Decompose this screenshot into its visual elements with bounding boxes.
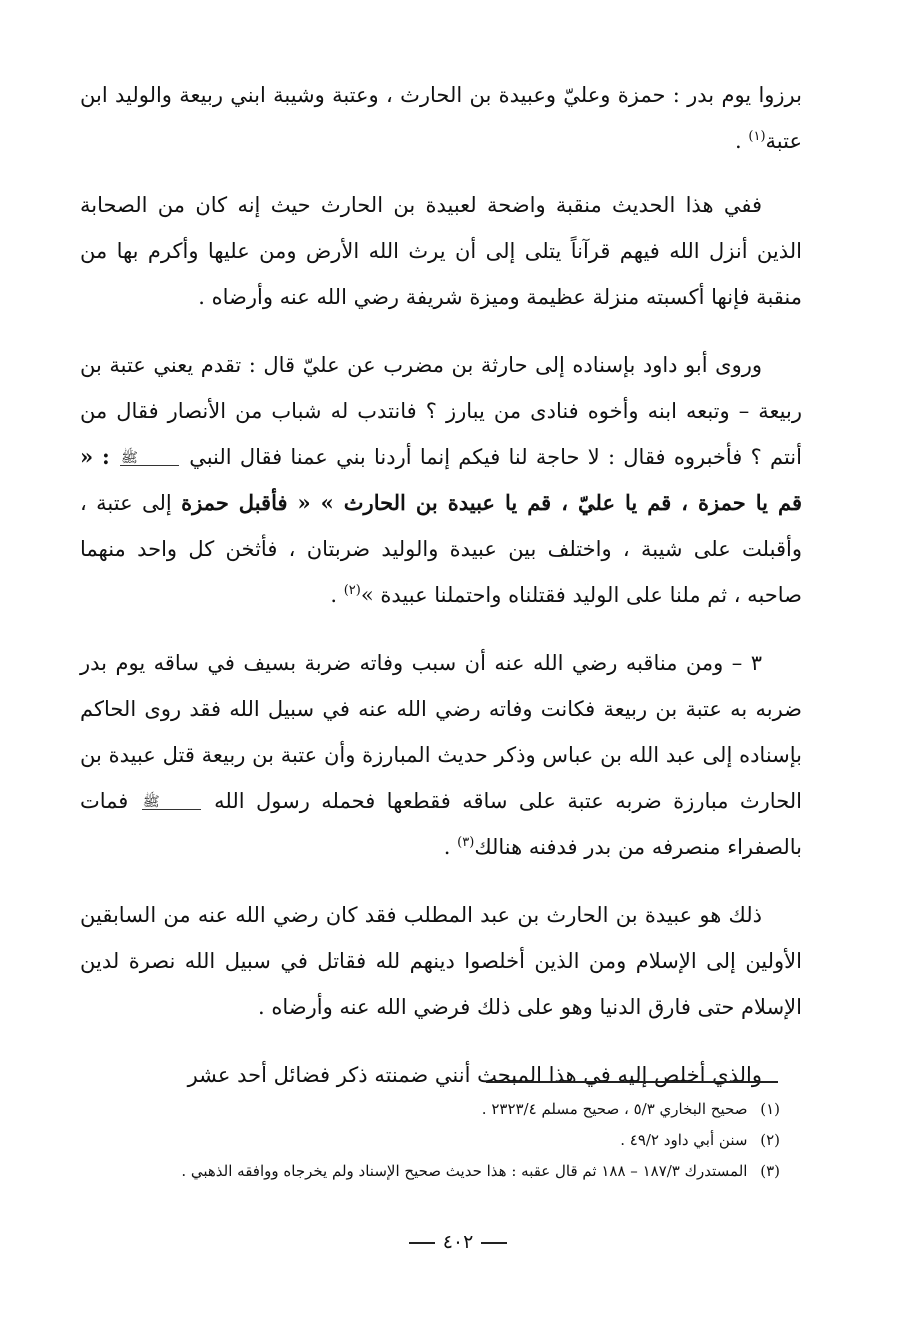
footnote-number: (١)	[760, 1100, 780, 1118]
footnotes-list	[80, 1094, 780, 1187]
footnote-1	[80, 1094, 780, 1125]
paragraph-5-text: ذلك هو عبيدة بن الحارث بن عبد المطلب فقد كان رضي الله عنه من السابقين الأولين إلى الإسلام ومن الذين أخلصوا دينهم لله فقاتل في سبيل الله نصرة لدين الإسلام حتى فارق الدنيا وهو على ذلك فرضي الله عنه وأرضاه .	[80, 903, 802, 1019]
paragraph-4-end: .	[443, 835, 451, 859]
footnote-ref-1[interactable]: (١)	[748, 129, 766, 144]
paragraph-1-end: .	[735, 129, 742, 153]
page-number-text: ٤٠٢	[442, 1231, 474, 1253]
paragraph-1	[80, 72, 802, 164]
footnote-3	[80, 1156, 780, 1187]
paragraph-3-end: .	[330, 583, 338, 607]
paragraph-5	[80, 892, 802, 1030]
footnote-ref-2[interactable]: (٢)	[343, 583, 361, 598]
paragraph-6-text: والذي أخلص إليه في هذا المبحث أنني ضمنته ذكر فضائل أحد عشر	[187, 1063, 762, 1087]
pbuh-ligature: ﷺ	[142, 795, 201, 810]
page-number	[0, 1228, 916, 1256]
paragraph-4	[80, 640, 802, 870]
footnote-number: (٣)	[760, 1162, 780, 1180]
paragraph-3-quote: : « قم يا حمزة ، قم يا عليّ ، قم يا عبيدة بن الحارث » « فأقبل حمزة	[80, 444, 802, 515]
paragraph-2	[80, 182, 802, 320]
paragraph-3	[80, 342, 802, 618]
paragraph-3-text-c: إلى عتبة ، وأقبلت على شيبة ، واختلف بين عبيدة والوليد ضربتان ، فأثخن كل واحد منهما صاحبه ، ثم ملنا على الوليد فقتلناه واحتملنا عبيدة »	[80, 491, 802, 607]
folio-dash-left	[409, 1242, 435, 1244]
footnote-text: صحيح البخاري ٥/٣ ، صحيح مسلم ٢٣٢٣/٤ .	[481, 1100, 748, 1118]
paragraph-4-text-b: فمات بالصفراء منصرفه من بدر فدفنه هنالك	[80, 789, 802, 859]
footnote-2	[80, 1125, 780, 1156]
footnote-text: المستدرك ١٨٧/٣ – ١٨٨ ثم قال عقبه : هذا حديث صحيح الإسناد ولم يخرجاه ووافقه الذهبي .	[181, 1162, 748, 1180]
folio-dash-right	[481, 1242, 507, 1244]
footnote-separator	[486, 1081, 778, 1083]
footnote-number: (٢)	[760, 1131, 780, 1149]
footnote-ref-3[interactable]: (٣)	[457, 835, 475, 850]
paragraph-1-text: برزوا يوم بدر : حمزة وعليّ وعبيدة بن الحارث ، وعتبة وشيبة ابني ربيعة والوليد ابن عتبة	[80, 83, 802, 153]
pbuh-ligature: ﷺ	[120, 451, 179, 466]
paragraph-4-text-a: ٣ – ومن مناقبه رضي الله عنه أن سبب وفاته ضربة بسيف في ساقه يوم بدر ضربه به عتبة بن ربيعة فكانت وفاته رضي الله عنه في سبيل الله فقد روى الحاكم بإسناده إلى عبد الله بن عباس وذكر حديث المبارزة وأن عتبة بن ربيعة قتل عبيدة بن الحارث مبارزة ضربه عتبة على ساقه فقطعها فحمله رسول الله	[80, 651, 802, 813]
paragraph-3-text-a: وروى أبو داود بإسناده إلى حارثة بن مضرب عن عليّ قال : تقدم يعني عتبة بن ربيعة – وتبعه ابنه وأخوه فنادى من يبارز ؟ فانتدب له شباب من الأنصار فقال من أنتم ؟ فأخبروه فقال : لا حاجة لنا فيكم إنما أردنا بني عمنا فقال النبي	[80, 353, 802, 469]
paragraph-2-text: ففي هذا الحديث منقبة واضحة لعبيدة بن الحارث حيث إنه كان من الصحابة الذين أنزل الله فيهم قرآناً يتلى إلى أن يرث الله الأرض ومن عليها وأكرم بها من منقبة فإنها أكسبته منزلة عظيمة وميزة شريفة رضي الله عنه وأرضاه .	[80, 193, 802, 309]
paragraph-6	[80, 1052, 802, 1098]
footnote-text: سنن أبي داود ٤٩/٢ .	[620, 1131, 748, 1149]
main-text	[80, 72, 802, 1120]
